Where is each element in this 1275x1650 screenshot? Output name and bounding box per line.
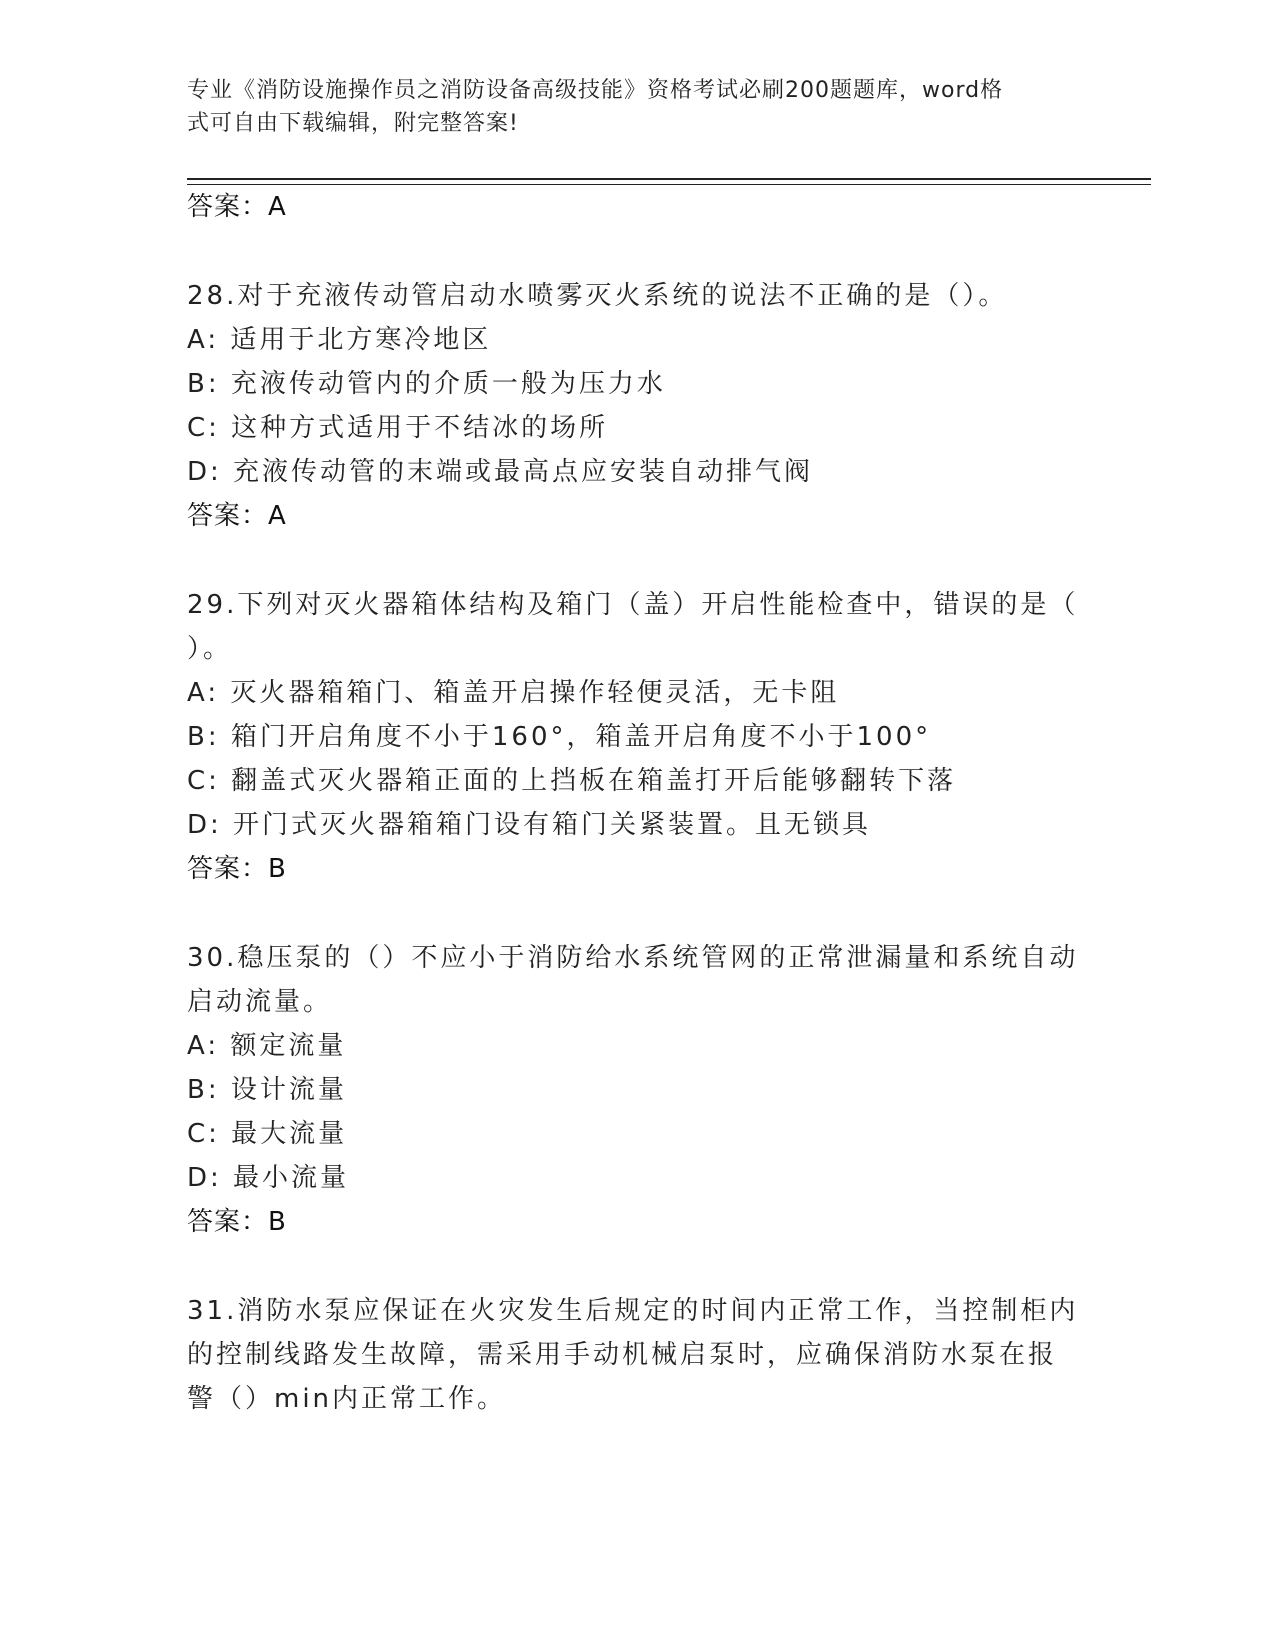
- question-30-option-a: A: 额定流量: [187, 1031, 347, 1061]
- question-30-stem-line-2: 启动流量。: [187, 987, 333, 1017]
- header-line-2: 式可自由下载编辑，附完整答案!: [187, 111, 519, 136]
- question-28-option-d: D: 充液传动管的末端或最高点应安装自动排气阀: [187, 457, 814, 487]
- question-29-option-d: D: 开门式灭火器箱箱门设有箱门关紧装置。且无锁具: [187, 810, 872, 840]
- question-29-stem-line-2: ）。: [187, 634, 233, 664]
- header-line-1: 专业《消防设施操作员之消防设备高级技能》资格考试必刷200题题库，word格: [187, 78, 1004, 103]
- header-divider-thick: [187, 178, 1151, 180]
- question-30-option-c: C: 最大流量: [187, 1119, 348, 1149]
- question-29-answer: 答案：B: [187, 854, 287, 884]
- question-31-stem-line-1: 31.消防水泵应保证在火灾发生后规定的时间内正常工作，当控制柜内: [187, 1296, 1079, 1326]
- question-29-option-b: B: 箱门开启角度不小于160°，箱盖开启角度不小于100°: [187, 722, 932, 752]
- question-28-option-b: B: 充液传动管内的介质一般为压力水: [187, 369, 666, 399]
- question-31-stem-line-2: 的控制线路发生故障，需采用手动机械启泵时，应确保消防水泵在报: [187, 1340, 1058, 1370]
- question-28-option-c: C: 这种方式适用于不结冰的场所: [187, 413, 609, 443]
- header-divider-thin: [187, 184, 1151, 185]
- question-31-stem-line-3: 警（）min内正常工作。: [187, 1384, 507, 1414]
- question-29-option-c: C: 翻盖式灭火器箱正面的上挡板在箱盖打开后能够翻转下落: [187, 766, 957, 796]
- question-30-stem-line-1: 30.稳压泵的（）不应小于消防给水系统管网的正常泄漏量和系统自动: [187, 943, 1079, 973]
- question-28-stem: 28.对于充液传动管启动水喷雾灭火系统的说法不正确的是（）。: [187, 281, 1008, 311]
- question-28-answer: 答案：A: [187, 501, 287, 531]
- answer-previous: 答案：A: [187, 192, 287, 222]
- question-30-answer: 答案：B: [187, 1207, 287, 1237]
- document-header: [187, 74, 1067, 140]
- question-30-option-b: B: 设计流量: [187, 1075, 347, 1105]
- question-29-stem-line-1: 29.下列对灭火器箱体结构及箱门（盖）开启性能检查中，错误的是（: [187, 590, 1079, 620]
- question-28-option-a: A: 适用于北方寒冷地区: [187, 325, 492, 355]
- question-29-option-a: A: 灭火器箱箱门、箱盖开启操作轻便灵活，无卡阻: [187, 678, 840, 708]
- question-30-option-d: D: 最小流量: [187, 1163, 350, 1193]
